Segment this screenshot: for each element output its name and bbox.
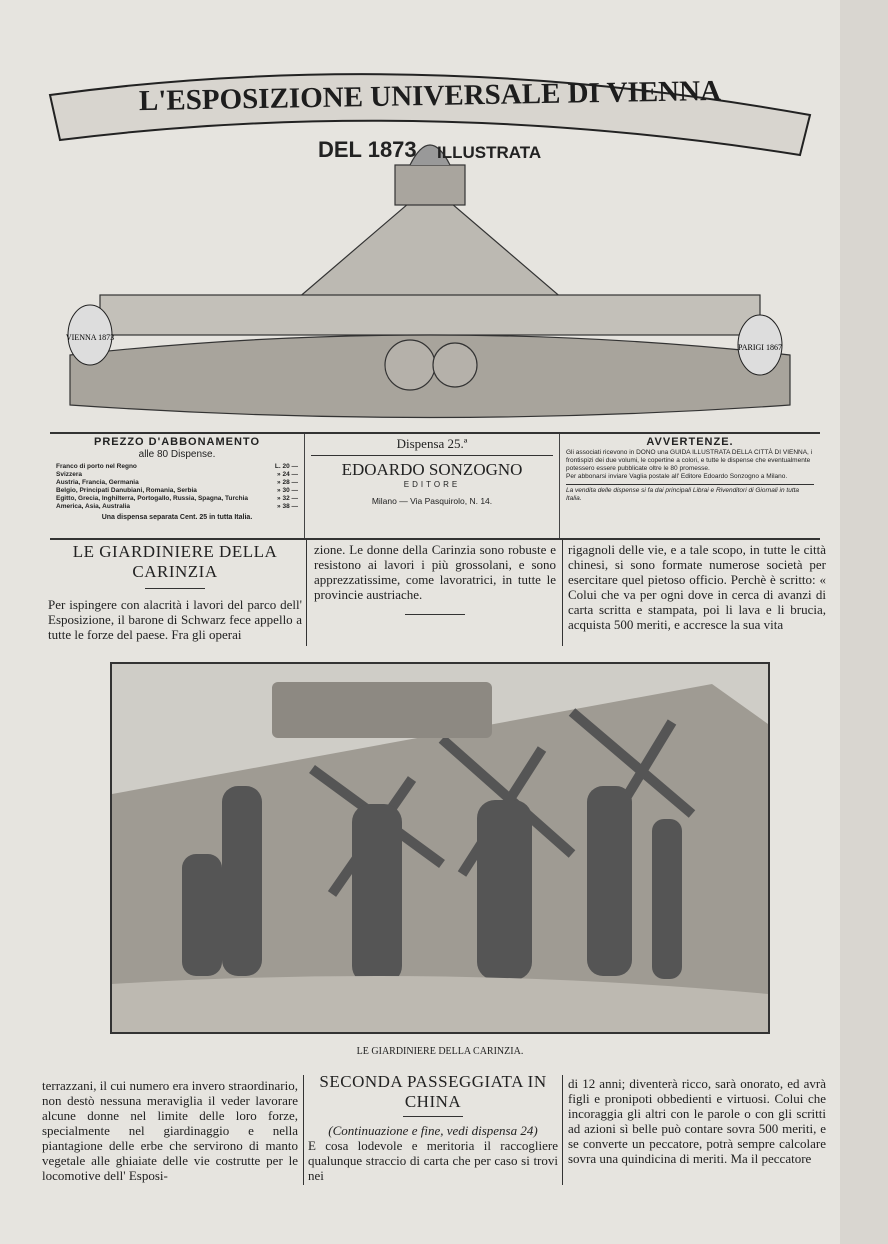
- article1-column: [48, 542, 302, 642]
- price-region: Franco di porto nel Regno: [56, 463, 137, 470]
- price-region: Svizzera: [56, 471, 83, 478]
- masthead-subtitle: ILLUSTRATA: [437, 143, 542, 162]
- article2-continuation-note: (Continuazione e fine, vedi dispensa 24): [328, 1123, 538, 1138]
- illustration-women-gardeners: [110, 662, 770, 1034]
- price-value: » 38 —: [277, 503, 298, 510]
- shield-right: [738, 315, 782, 375]
- notices-box: [560, 434, 820, 538]
- price-row: [56, 479, 298, 487]
- price-region: America, Asia, Australia: [56, 503, 130, 510]
- article1-paragraph: terrazzani, il cui numero era invero straordinario, non destò nessuna meraviglia il veder lavorare alcune donne nel limite delle loro forze, specialmente nel giardinaggio e nella piantagione delle erbe che servirono di manto vegetale alle ghiaiate delle vie costrutte per le locomotive dell' Esposi-: [42, 1078, 298, 1183]
- price-row: [56, 487, 298, 495]
- article1-title: LE GIARDINIERE DELLA CARINZIA: [72, 542, 278, 581]
- svg-text:VIENNA 1873: VIENNA 1873: [65, 333, 115, 342]
- publisher-name: EDOARDO SONZOGNO: [341, 460, 523, 479]
- subscription-subheading: alle 80 Dispense.: [138, 449, 216, 460]
- publisher-box: [305, 434, 560, 538]
- price-value: » 28 —: [277, 479, 298, 486]
- article1-paragraph: Per ispingere con alacrità i lavori del parco dell' Esposizione, il barone di Schwarz fece appello a tutte le forze del paese. Fra gli operai: [48, 597, 302, 642]
- publisher-address: Milano — Via Pasquirolo, N. 14.: [371, 496, 493, 506]
- article2-continued: [568, 542, 826, 632]
- info-band: [50, 432, 820, 540]
- notices-sales: La vendita delle dispense si fa dai principali Librai e Rivenditori di Giornali in tutta Italia.: [566, 484, 814, 503]
- svg-text:PARIGI 1867: PARIGI 1867: [738, 343, 782, 352]
- article1-end: [42, 1078, 298, 1183]
- article2-paragraph: di 12 anni; diventerà ricco, sarà onorato, ed avrà figli e pronipoti obbedienti e virtuosi. Colui che incoraggia gli altri con le parole o con gli scritti ad azioni sì belle può contare sovra 500 meriti, e se converte un peccatore, potrà sempre calcolare sovra una quindicina di meriti. Ma il peccatore: [568, 1076, 826, 1166]
- price-value: » 32 —: [277, 495, 298, 502]
- article1-continued: [314, 542, 556, 623]
- masthead-title: L'ESPOSIZIONE UNIVERSALE DI VIENNA: [138, 74, 722, 118]
- article2-paragraph: rigagnoli delle vie, e a tale scopo, in tutte le città chinesi, si sono formate numerose società per esercitare quel pietoso officio. Perchè è scritto: « Colui che va per ogni dove in cerca di avanzi di carta scritta e stampata, poi li lava e li brucia, acquista 500 meriti, e accresce la sua vita: [568, 542, 826, 632]
- price-value: L. 20 —: [274, 463, 298, 470]
- subscription-heading: PREZZO D'ABBONAMENTO: [93, 436, 261, 448]
- price-value: » 24 —: [277, 471, 298, 478]
- notices-subscribe: Per abbonarsi inviare Vaglia postale all' Editore Edoardo Sonzogno a Milano.: [566, 473, 788, 480]
- article1-paragraph: zione. Le donne della Carinzia sono robuste e resistono ai lavori i più grossolani, e sono apprezzatissime, come lavoratrici, in tutte le provincie austriache.: [314, 542, 556, 602]
- publisher-role: EDITORE: [403, 480, 461, 489]
- price-value: » 30 —: [277, 487, 298, 494]
- price-row: [56, 463, 298, 471]
- price-region: Belgio, Principati Danubiani, Romania, Serbia: [56, 487, 197, 494]
- article2-end: [568, 1076, 826, 1166]
- issue-number: Dispensa 25.ª: [311, 436, 553, 456]
- subscription-note: Una dispensa separata Cent. 25 in tutta Italia.: [101, 514, 253, 521]
- notices-text: Gli associati ricevono in DONO una GUIDA ILLUSTRATA DELLA CITTÀ DI VIENNA, i frontispizi dei due volumi, le copertine a colori, e tutte le dispense che eventualmente potessero essere pubblicate oltre le 80 promesse.: [566, 449, 813, 472]
- price-row: [56, 495, 298, 503]
- masthead-year: DEL 1873: [318, 137, 417, 162]
- price-row: [56, 471, 298, 479]
- article2-paragraph: E cosa lodevole e meritoria il raccogliere qualunque straccio di carta che per caso si trovi nei: [308, 1138, 558, 1183]
- price-region: Egitto, Grecia, Inghilterra, Portogallo, Russia, Spagna, Turchia: [56, 495, 249, 502]
- illustration-caption: LE GIARDINIERE DELLA CARINZIA.: [356, 1046, 524, 1057]
- article2-column: [308, 1072, 558, 1183]
- price-row: [56, 503, 298, 511]
- subscription-box: [50, 434, 305, 538]
- article2-title: SECONDA PASSEGGIATA IN CHINA: [319, 1072, 547, 1111]
- page-edge: [840, 0, 888, 1244]
- notices-heading: AVVERTENZE.: [646, 436, 734, 448]
- price-region: Austria, Francia, Germania: [56, 479, 139, 486]
